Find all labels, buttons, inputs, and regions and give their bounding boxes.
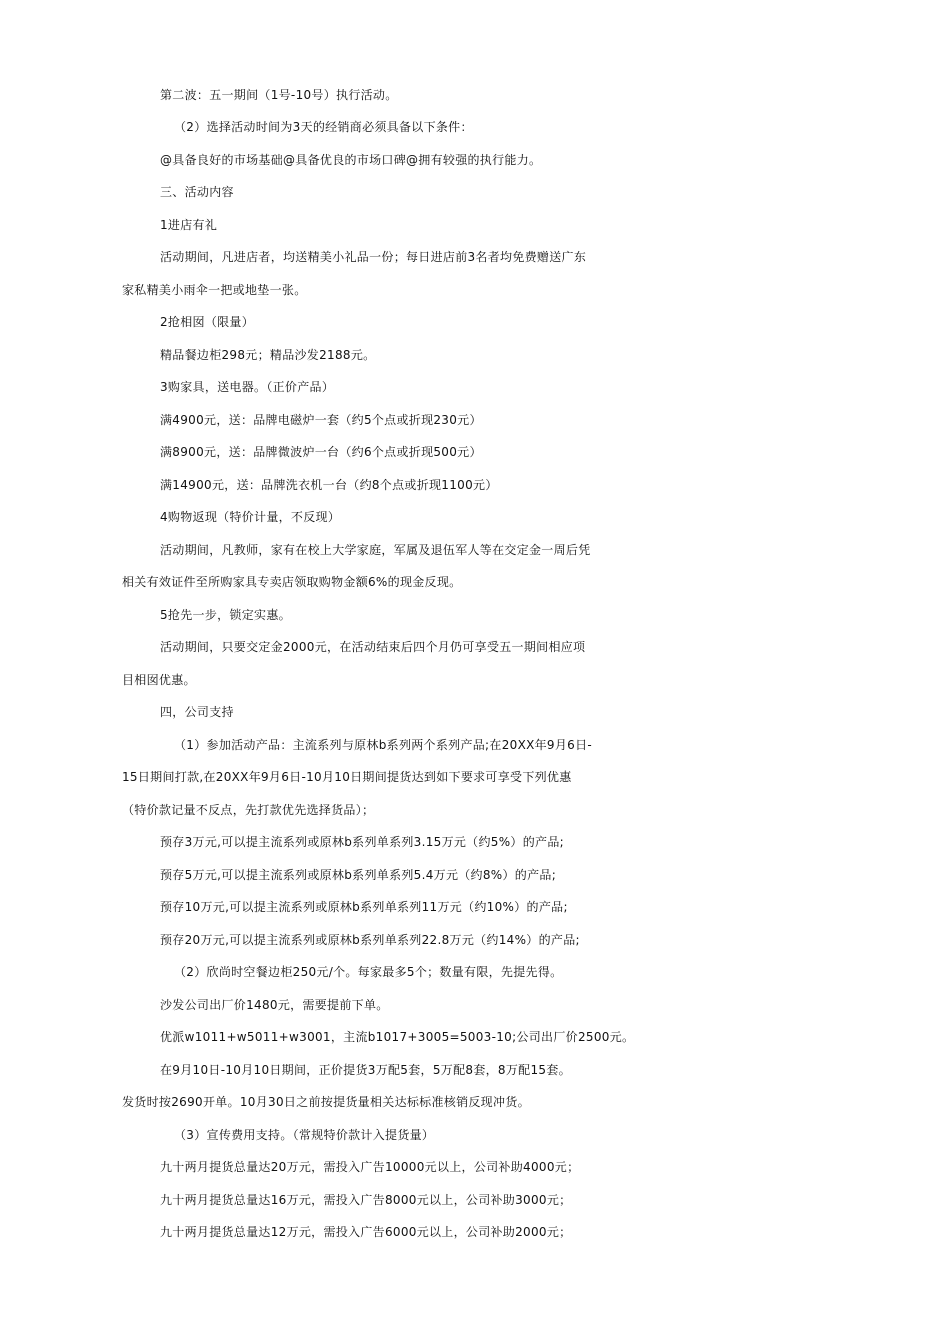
text-line: （2）欣尚时空餐边柜250元/个。每家最多5个；数量有限，先提先得。 [174,965,563,979]
section-heading: 三、活动内容 [160,185,234,199]
text-line: 发货时按2690开单。10月30日之前按提货量相关达标标准核销反现冲货。 [122,1095,530,1109]
text-line: （3）宣传费用支持。（常规特价款计入提货量） [174,1128,435,1142]
text-line: 活动期间，只要交定金2000元，在活动结束后四个月仍可享受五一期间相应项 [160,640,586,654]
text-line: （2）选择活动时间为3天的经销商必须具备以下条件： [174,120,473,134]
text-line: 15日期间打款,在20XX年9月6日-10月10日期间提货达到如下要求可享受下列优惠 [122,770,572,784]
text-line: （特价款记量不反点，先打款优先选择货品）； [122,803,375,817]
text-line: 5抢先一步，锁定实惠。 [160,608,291,622]
text-line: 1进店有礼 [160,218,218,232]
text-line: 九十两月提货总量达12万元，需投入广告6000元以上，公司补助2000元； [160,1225,572,1239]
text-line: 预存10万元,可以提主流系列或原林b系列单系列11万元（约10%）的产品; [160,900,568,914]
text-line: 4购物返现（特价计量，不反现） [160,510,341,524]
text-line: 优派w1011+w5011+w3001，主流b1017+3005=5003-10;公司出厂价2500元。 [160,1030,635,1044]
text-line: 相关有效证件至所购家具专卖店领取购物金额6%的现金反现。 [122,575,462,589]
text-line: 精品餐边柜298元；精品沙发2188元。 [160,348,376,362]
text-line: 活动期间，凡进店者，均送精美小礼品一份；每日进店前3名者均免费赠送广东 [160,250,587,264]
text-line: 目相囡优惠。 [122,673,196,687]
section-heading: 四，公司支持 [160,705,234,719]
text-line: 预存5万元,可以提主流系列或原林b系列单系列5.4万元（约8%）的产品; [160,868,557,882]
text-line: 九十两月提货总量达20万元，需投入广告10000元以上，公司补助4000元； [160,1160,580,1174]
text-line: 预存3万元,可以提主流系列或原林b系列单系列3.15万元（约5%）的产品; [160,835,564,849]
text-line: 预存20万元,可以提主流系列或原林b系列单系列22.8万元（约14%）的产品; [160,933,580,947]
text-line: 活动期间，凡教师，家有在校上大学家庭，军属及退伍军人等在交定金一周后凭 [160,543,591,557]
text-line: 2抢相囡（限量） [160,315,255,329]
text-line: 九十两月提货总量达16万元，需投入广告8000元以上，公司补助3000元； [160,1193,572,1207]
text-line: 满8900元，送：品牌微波炉一台（约6个点或折现500元） [160,445,482,459]
text-line: 第二波：五一期间（1号-10号）执行活动。 [160,88,398,102]
text-line: 3购家具，送电器。（正价产品） [160,380,335,394]
text-line: 满14900元，送：品牌洗衣机一台（约8个点或折现1100元） [160,478,498,492]
text-line: 满4900元，送：品牌电磁炉一套（约5个点或折现230元） [160,413,482,427]
text-line: @具备良好的市场基础@具备优良的市场口碑@拥有较强的执行能力。 [160,153,542,167]
text-line: 家私精美小雨伞一把或地垫一张。 [122,283,307,297]
text-line: 在9月10日-10月10日期间，正价提货3万配5套，5万配8套，8万配15套。 [160,1063,571,1077]
text-line: 沙发公司出厂价1480元，需要提前下单。 [160,998,389,1012]
text-line: （1）参加活动产品：主流系列与原林b系列两个系列产品;在20XX年9月6日- [174,738,593,752]
